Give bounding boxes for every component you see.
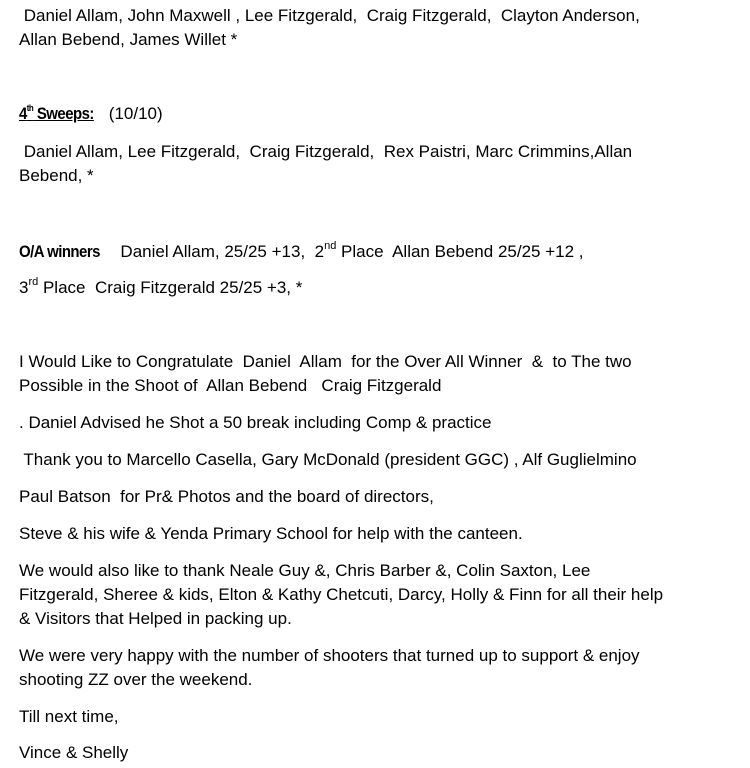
overall-third-number: 3 xyxy=(19,278,29,297)
fourth-sweeps-section xyxy=(19,102,163,126)
third-sweeps-names-line-2: Allan Bebend, James Willet * xyxy=(19,30,238,49)
fourth-sweeps-heading-line xyxy=(19,102,163,126)
congratulations-line-1: I Would Like to Congratulate Daniel Allam for the Over All Winner & to The two xyxy=(19,352,632,371)
overall-first-place: Daniel Allam, 25/25 +13, 2 xyxy=(110,242,325,261)
overall-winners-heading: O/A winners xyxy=(19,242,100,261)
thanks-paragraph-line-1: We would also like to thank Neale Guy &, Chris Barber &, Colin Saxton, Lee xyxy=(19,561,591,580)
third-sweeps-names xyxy=(19,4,640,52)
third-sweeps-names-line-1: Daniel Allam, John Maxwell , Lee Fitzgerald, Craig Fitzgerald, Clayton Anderson, xyxy=(19,6,640,25)
overall-second-place: Place Allan Bebend 25/25 +12 , xyxy=(336,242,584,261)
happy-paragraph xyxy=(19,644,640,692)
thanks-paragraph xyxy=(19,559,663,631)
overall-third-text: Place Craig Fitzgerald 25/25 +3, * xyxy=(38,278,303,297)
happy-line-2: shooting ZZ over the weekend. xyxy=(19,670,253,689)
overall-third-suffix: rd xyxy=(28,276,39,289)
overall-second-suffix: nd xyxy=(324,240,337,253)
fourth-sweeps-heading-number: 4 xyxy=(19,104,27,123)
overall-third-place-line xyxy=(19,276,302,300)
thanks-line-1: Thank you to Marcello Casella, Gary McDonald (president GGC) , Alf Guglielmino xyxy=(19,450,637,469)
overall-third-place xyxy=(19,276,302,300)
break-note: . Daniel Advised he Shot a 50 break including Comp & practice xyxy=(19,413,492,432)
fourth-sweeps-names xyxy=(19,140,632,188)
fourth-sweeps-heading xyxy=(19,102,94,126)
thanks-line-3: Steve & his wife & Yenda Primary School for help with the canteen. xyxy=(19,524,523,543)
overall-winners-line-1 xyxy=(19,240,584,264)
thanks-line-2: Paul Batson for Pr& Photos and the board of directors, xyxy=(19,487,434,506)
happy-line-1: We were very happy with the number of shooters that turned up to support & enjoy xyxy=(19,646,640,665)
fourth-sweeps-score: (10/10) xyxy=(104,104,163,123)
congratulations-line-2: Possible in the Shoot of Allan Bebend Craig Fitzgerald xyxy=(19,376,442,395)
fourth-sweeps-names-line-1: Daniel Allam, Lee Fitzgerald, Craig Fitzgerald, Rex Paistri, Marc Crimmins,Allan xyxy=(19,142,633,161)
signoff: Vince & Shelly xyxy=(19,743,129,762)
fourth-sweeps-heading-suffix: th xyxy=(26,103,34,114)
thanks-paragraph-line-3: & Visitors that Helped in packing up. xyxy=(19,609,292,628)
overall-winners-section xyxy=(19,240,584,264)
till-next-time: Till next time, xyxy=(19,707,119,726)
thanks-paragraph-line-2: Fitzgerald, Sheree & kids, Elton & Kathy Chetcuti, Darcy, Holly & Finn for all their help xyxy=(19,585,664,604)
fourth-sweeps-names-line-2: Bebend, * xyxy=(19,166,94,185)
fourth-sweeps-heading-word: Sweeps: xyxy=(33,104,94,123)
congratulations-paragraph xyxy=(19,350,632,398)
